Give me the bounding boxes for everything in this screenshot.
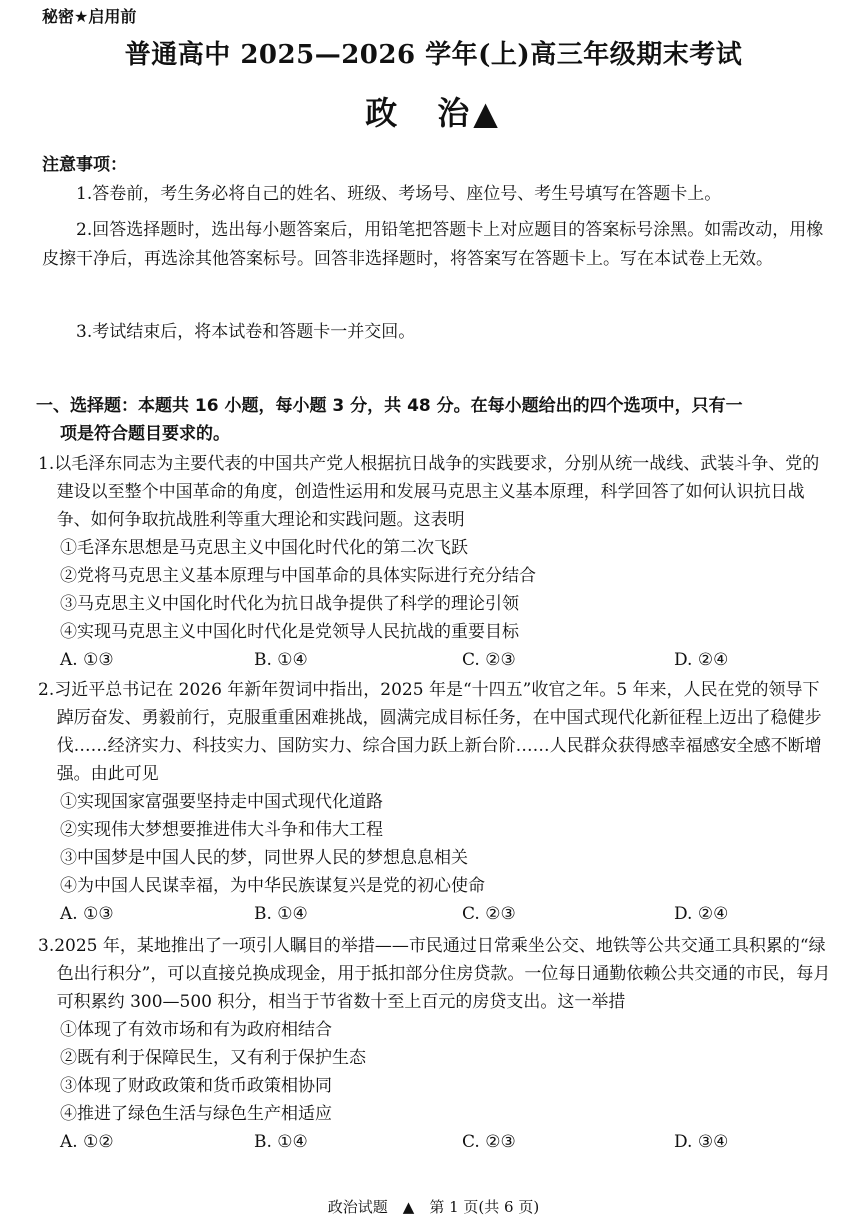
statement: ③马克思主义中国化时代化为抗日战争提供了科学的理论引领 xyxy=(60,594,519,614)
options-row xyxy=(38,900,833,928)
option-c: C. ②③ xyxy=(462,904,516,924)
notice-text: 1.答卷前，考生务必将自己的姓名、班级、考场号、座位号、考生号填写在答题卡上。 xyxy=(76,184,722,204)
statement: ②实现伟大梦想要推进伟大斗争和伟大工程 xyxy=(60,820,383,840)
statement: ④实现马克思主义中国化时代化是党领导人民抗战的重要目标 xyxy=(60,622,519,642)
statement: ③中国梦是中国人民的梦，同世界人民的梦想息息相关 xyxy=(60,848,468,868)
section-line-2: 项是符合题目要求的。 xyxy=(60,424,230,444)
notice-item-2 xyxy=(42,216,832,274)
notice-text: 2.回答选择题时，选出每小题答案后，用铅笔把答题卡上对应题目的答案标号涂黑。如需改动，用橡皮擦干净后，再选涂其他答案标号。回答非选择题时，将答案写在答题卡上。写在本试卷上无效。 xyxy=(42,220,824,269)
section-heading xyxy=(36,392,836,448)
statement: ②党将马克思主义基本原理与中国革命的具体实际进行充分结合 xyxy=(60,566,536,586)
option-a: A. ①③ xyxy=(60,650,114,670)
statement: ④为中国人民谋幸福，为中华民族谋复兴是党的初心使命 xyxy=(60,876,485,896)
option-d: D. ③④ xyxy=(674,1132,729,1152)
confidential-label: 秘密★启用前 xyxy=(42,7,137,26)
option-d: D. ②④ xyxy=(674,650,729,670)
option-a: A. ①③ xyxy=(60,904,114,924)
question-2 xyxy=(38,676,833,928)
options-row xyxy=(38,1128,833,1156)
option-b: B. ①④ xyxy=(254,1132,308,1152)
option-b: B. ①④ xyxy=(254,904,308,924)
notice-text: 3.考试结束后，将本试卷和答题卡一并交回。 xyxy=(76,322,416,342)
option-b: B. ①④ xyxy=(254,650,308,670)
option-d: D. ②④ xyxy=(674,904,729,924)
notice-item-1 xyxy=(42,180,832,209)
notice-item-3 xyxy=(42,318,832,347)
subject-title: 政 治▲ xyxy=(365,94,502,132)
statement: ③体现了财政政策和货币政策相协同 xyxy=(60,1076,332,1096)
section-line-1: 一、选择题：本题共 16 小题，每小题 3 分，共 48 分。在每小题给出的四个选项中，只有一 xyxy=(36,396,743,416)
question-stem: 2.习近平总书记在 2026 年新年贺词中指出，2025 年是“十四五”收官之年。5 年来，人民在党的领导下踔厉奋发、勇毅前行，克服重重困难挑战，圆满完成目标任务，在中国式现代化新征程上迈出了稳健步伐……经济实力、科技实力、国防实力、综合国力跃上新台阶……人民群众获得感幸福感安全感不断增强。由此可见 xyxy=(38,680,822,784)
option-c: C. ②③ xyxy=(462,1132,516,1152)
question-stem: 3.2025 年，某地推出了一项引人瞩目的举措——市民通过日常乘坐公交、地铁等公共交通工具积累的“绿色出行积分”，可以直接兑换成现金，用于抵扣部分住房贷款。一位每日通勤依赖公共交通的市民，每月可积累约 300—500 积分，相当于节省数十至上百元的房贷支出。这一举措 xyxy=(38,936,831,1012)
option-a: A. ①② xyxy=(60,1132,114,1152)
question-stem: 1.以毛泽东同志为主要代表的中国共产党人根据抗日战争的实践要求，分别从统一战线、武装斗争、党的建设以至整个中国革命的角度，创造性运用和发展马克思主义基本原理，科学回答了如何认识抗日战争、如何争取抗战胜利等重大理论和实践问题。这表明 xyxy=(38,454,820,530)
options-row xyxy=(38,646,833,674)
statement: ①体现了有效市场和有为政府相结合 xyxy=(60,1020,332,1040)
exam-title: 普通高中 2025—2026 学年(上)高三年级期末考试 xyxy=(124,40,743,70)
question-3 xyxy=(38,932,833,1156)
page-footer: 政治试题 ▲ 第 1 页(共 6 页) xyxy=(327,1198,540,1216)
notice-heading: 注意事项： xyxy=(42,155,127,175)
statement: ①实现国家富强要坚持走中国式现代化道路 xyxy=(60,792,383,812)
statement: ②既有利于保障民生，又有利于保护生态 xyxy=(60,1048,366,1068)
statement: ④推进了绿色生活与绿色生产相适应 xyxy=(60,1104,332,1124)
question-1 xyxy=(38,450,833,674)
option-c: C. ②③ xyxy=(462,650,516,670)
statement: ①毛泽东思想是马克思主义中国化时代化的第二次飞跃 xyxy=(60,538,468,558)
